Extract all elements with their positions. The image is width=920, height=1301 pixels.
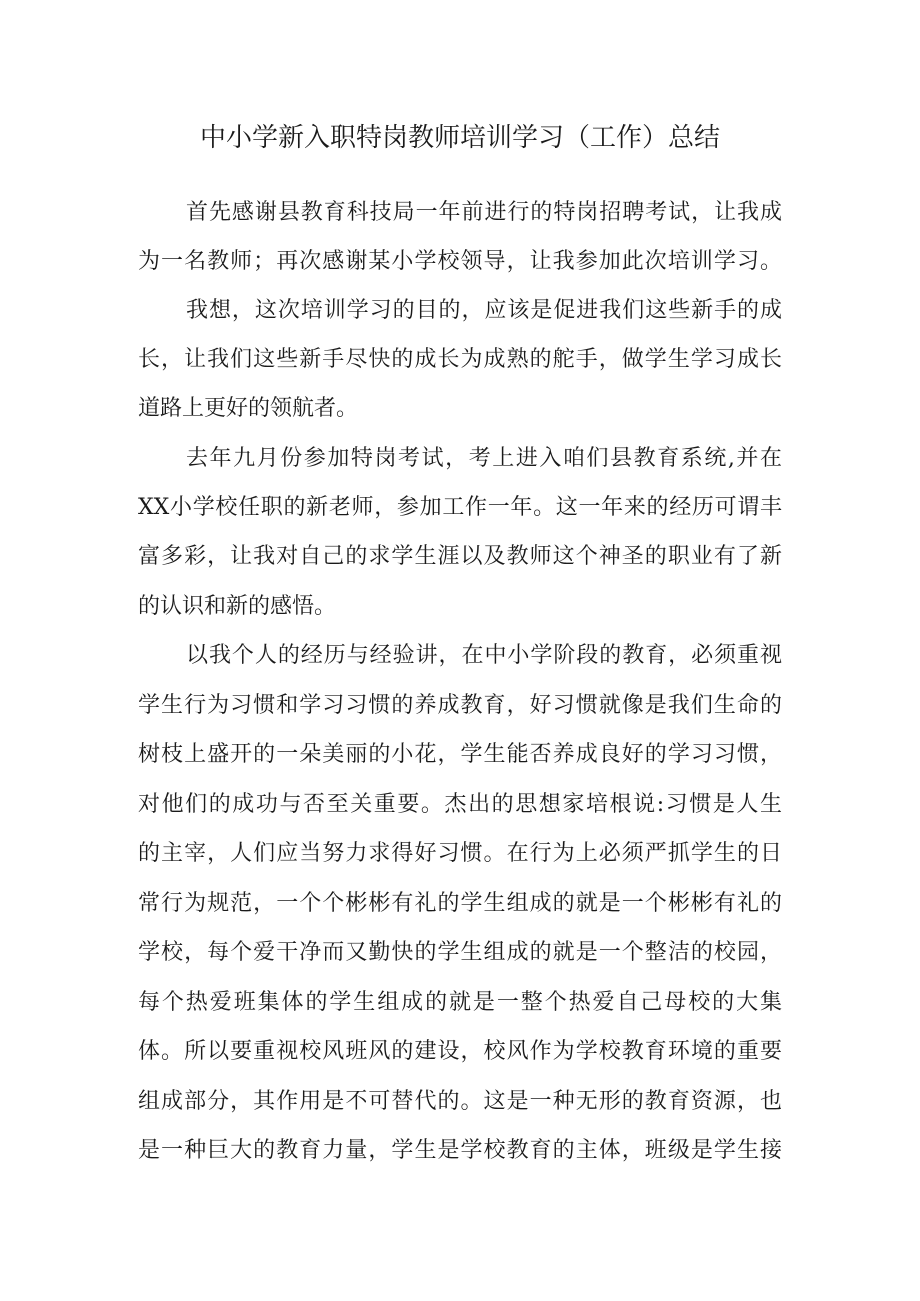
text-line: 体。所以要重视校风班风的建设，校风作为学校教育环境的重要 bbox=[138, 1039, 782, 1064]
text-line: 以我个人的经历与经验讲，在中小学阶段的教育，必须重视 bbox=[186, 643, 782, 668]
text-line: 常行为规范，一个个彬彬有礼的学生组成的就是一个彬彬有礼的 bbox=[138, 891, 782, 916]
text-line: 是一种巨大的教育力量，学生是学校教育的主体，班级是学生接 bbox=[138, 1138, 782, 1163]
text-line: XX小学校任职的新老师，参加工作一年。这一年来的经历可谓丰 bbox=[138, 495, 782, 520]
text-line: 首先感谢县教育科技局一年前进行的特岗招聘考试，让我成 bbox=[186, 200, 782, 225]
text-line: 长，让我们这些新手尽快的成长为成熟的舵手，做学生学习成长 bbox=[138, 347, 782, 372]
text-line: 的认识和新的感悟。 bbox=[138, 594, 337, 619]
text-line: 去年九月份参加特岗考试，考上进入咱们县教育系统,并在 bbox=[186, 446, 782, 471]
text-line: 对他们的成功与否至关重要。杰出的思想家培根说:习惯是人生 bbox=[138, 792, 782, 817]
text-line: 学生行为习惯和学习习惯的养成教育，好习惯就像是我们生命的 bbox=[138, 693, 782, 718]
text-line: 为一名教师；再次感谢某小学校领导，让我参加此次培训学习。 bbox=[138, 249, 782, 274]
text-line: 学校，每个爱干净而又勤快的学生组成的就是一个整洁的校园， bbox=[138, 940, 782, 965]
text-line: 每个热爱班集体的学生组成的就是一整个热爱自己母校的大集 bbox=[138, 990, 782, 1015]
text-line: 道路上更好的领航者。 bbox=[138, 396, 359, 421]
text-line: 树枝上盛开的一朵美丽的小花，学生能否养成良好的学习习惯， bbox=[138, 742, 782, 767]
document-title: 中小学新入职特岗教师培训学习（工作）总结 bbox=[199, 123, 720, 153]
text-line: 的主宰，人们应当努力求得好习惯。在行为上必须严抓学生的日 bbox=[138, 841, 782, 866]
text-line: 组成部分，其作用是不可替代的。这是一种无形的教育资源，也 bbox=[138, 1089, 782, 1114]
text-line: 我想，这次培训学习的目的，应该是促进我们这些新手的成 bbox=[186, 298, 782, 323]
text-line: 富多彩，让我对自己的求学生涯以及教师这个神圣的职业有了新 bbox=[138, 544, 782, 569]
